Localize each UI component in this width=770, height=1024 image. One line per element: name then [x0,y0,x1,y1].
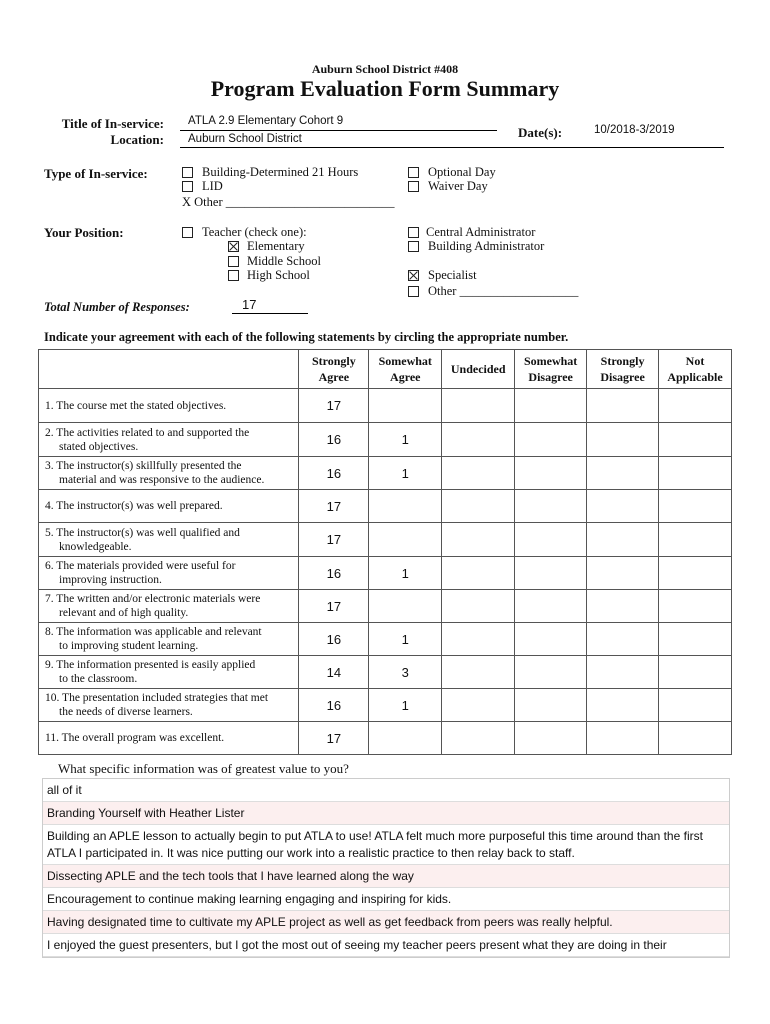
undecided-cell [442,656,515,689]
central-admin-option: Central Administrator [426,225,536,239]
undecided-cell [442,590,515,623]
other-position-option: Other ___________________ [428,284,579,298]
col-strongly-disagree: Strongly Disagree [587,350,659,389]
specialist-option: Specialist [428,268,477,282]
question-text: 7. The written and/or electronic materials were [45,593,261,605]
question-cell [39,689,299,722]
not-applicable-cell [659,389,732,423]
question-cell [39,557,299,590]
instructions: Indicate your agreement with each of the following statements by circling the appropriate number. [44,330,569,344]
strongly-disagree-cell [587,689,659,722]
question-text: 4. The instructor(s) was well prepared. [45,500,223,512]
specialist-checkbox[interactable] [408,270,419,281]
title-label: Title of In-service: [61,116,164,131]
table-row [39,457,732,490]
somewhat-disagree-cell [515,590,587,623]
undecided-cell [442,689,515,722]
question-cell [39,623,299,656]
col-somewhat-disagree: Somewhat Disagree [515,350,587,389]
answer-item: Branding Yourself with Heather Lister [43,802,729,825]
somewhat-agree-cell [369,590,442,623]
question-cell [39,490,299,523]
question-cell [39,590,299,623]
table-row [39,389,732,423]
question-text: 11. The overall program was excellent. [45,732,225,744]
question-text: 10. The presentation included strategies that met [45,692,269,704]
undecided-cell [442,557,515,590]
not-applicable-cell [659,457,732,490]
table-row [39,656,732,689]
not-applicable-cell [659,722,732,755]
answer-item: Encouragement to continue making learning engaging and inspiring for kids. [43,888,729,911]
somewhat-disagree-cell [515,389,587,423]
undecided-cell [442,623,515,656]
somewhat-agree-cell: 1 [369,623,442,656]
strongly-disagree-cell [587,656,659,689]
other-position-checkbox[interactable] [408,286,419,297]
location-underline [180,147,724,148]
lid-checkbox[interactable] [182,181,193,192]
page-title: Program Evaluation Form Summary [210,76,560,101]
title-value: ATLA 2.9 Elementary Cohort 9 [188,115,344,127]
somewhat-disagree-cell [515,689,587,722]
strongly-agree-cell: 17 [299,389,369,423]
teacher-option: Teacher (check one): [202,225,307,239]
somewhat-agree-cell [369,523,442,557]
question-text: 5. The instructor(s) was well qualified and [45,526,240,539]
somewhat-disagree-cell [515,656,587,689]
location-value: Auburn School District [188,133,302,145]
somewhat-agree-cell [369,389,442,423]
strongly-agree-cell: 17 [299,523,369,557]
strongly-agree-cell: 16 [299,457,369,490]
building-checkbox[interactable] [182,167,193,178]
table-row [39,490,732,523]
undecided-cell [442,523,515,557]
table-row [39,523,732,557]
col-strongly-agree: Strongly Agree [299,350,369,389]
not-applicable-cell [659,557,732,590]
responses-value: 17 [242,297,257,312]
somewhat-agree-cell [369,722,442,755]
undecided-cell [442,423,515,457]
question-text: 3. The instructor(s) skillfully presented the [45,460,242,472]
strongly-agree-cell: 16 [299,423,369,457]
building-option: Building-Determined 21 Hours [202,165,359,179]
col-somewhat-agree: Somewhat Agree [369,350,442,389]
inservice-type-label: Type of In-service: [44,166,148,181]
question-text-cont: stated objectives. [59,440,139,453]
question-text: 2. The activities related to and supported the [45,426,250,439]
optional-day-option: Optional Day [428,165,496,179]
title-underline [180,130,497,131]
building-admin-checkbox[interactable] [408,241,419,252]
question-text-cont: material and was responsive to the audience. [59,474,265,486]
question-text-cont: relevant and of high quality. [59,607,189,619]
somewhat-agree-cell: 1 [369,557,442,590]
answer-item: Building an APLE lesson to actually begin to put ATLA to use! ATLA felt much more purposeful this time around than the first ATLA I participated in. It was nice putting our work into a realistic practice to then relay back to staff. [43,825,729,865]
answers-list [42,778,730,958]
strongly-agree-cell: 17 [299,490,369,523]
answer-item: Dissecting APLE and the tech tools that I have learned along the way [43,865,729,888]
dates-value: 10/2018-3/2019 [594,124,675,136]
elementary-option: Elementary [247,239,305,253]
somewhat-agree-cell: 1 [369,689,442,722]
strongly-disagree-cell [587,423,659,457]
strongly-agree-cell: 16 [299,557,369,590]
question-text: 8. The information was applicable and relevant [45,626,262,638]
not-applicable-cell [659,623,732,656]
not-applicable-cell [659,490,732,523]
dates-label: Date(s): [518,125,563,140]
question-cell [39,423,299,457]
lid-option: LID [202,179,223,193]
question-text: 1. The course met the stated objectives. [45,399,227,412]
table-row [39,423,732,457]
location-label: Location: [110,132,164,147]
teacher-checkbox[interactable] [182,227,193,238]
question-text: 9. The information presented is easily applied [45,659,256,671]
strongly-disagree-cell [587,389,659,423]
table-row [39,590,732,623]
position-label: Your Position: [44,225,124,240]
question-text-cont: the needs of diverse learners. [59,706,193,718]
waiver-day-checkbox[interactable] [408,181,419,192]
question-text-cont: to the classroom. [59,673,138,685]
other-type-option: X Other ___________________________ [182,195,395,209]
not-applicable-cell [659,590,732,623]
col-not-applicable: Not Applicable [659,350,732,389]
strongly-disagree-cell [587,590,659,623]
somewhat-agree-cell: 1 [369,423,442,457]
not-applicable-cell [659,689,732,722]
question-cell [39,457,299,490]
strongly-agree-cell: 16 [299,689,369,722]
strongly-agree-cell: 17 [299,590,369,623]
somewhat-disagree-cell [515,523,587,557]
strongly-disagree-cell [587,557,659,590]
open-question: What specific information was of greatest value to you? [58,761,349,776]
strongly-disagree-cell [587,722,659,755]
strongly-disagree-cell [587,457,659,490]
somewhat-disagree-cell [515,490,587,523]
question-text-cont: to improving student learning. [59,640,199,652]
question-cell [39,523,299,557]
ratings-table [38,349,732,755]
strongly-agree-cell: 16 [299,623,369,656]
somewhat-agree-cell: 1 [369,457,442,490]
optional-day-checkbox[interactable] [408,167,419,178]
not-applicable-cell [659,523,732,557]
undecided-cell [442,490,515,523]
strongly-disagree-cell [587,623,659,656]
answer-item: Having designated time to cultivate my APLE project as well as get feedback from peers was really helpful. [43,911,729,934]
somewhat-disagree-cell [515,623,587,656]
not-applicable-cell [659,656,732,689]
question-text: 6. The materials provided were useful for [45,560,236,572]
answer-item: all of it [43,779,729,802]
table-row [39,689,732,722]
undecided-cell [442,457,515,490]
somewhat-disagree-cell [515,423,587,457]
central-admin-checkbox[interactable] [408,227,419,238]
strongly-agree-cell: 14 [299,656,369,689]
middle-school-checkbox[interactable] [228,256,239,267]
undecided-cell [442,389,515,423]
somewhat-agree-cell [369,490,442,523]
somewhat-disagree-cell [515,722,587,755]
question-text-cont: improving instruction. [59,574,162,586]
middle-school-option: Middle School [247,254,321,268]
building-admin-option: Building Administrator [428,239,545,253]
strongly-disagree-cell [587,523,659,557]
table-header-row [39,350,732,389]
waiver-day-option: Waiver Day [428,179,488,193]
high-school-option: High School [247,268,310,282]
district-name: Auburn School District #408 [311,62,459,76]
question-cell [39,389,299,423]
elementary-checkbox[interactable] [228,241,239,252]
not-applicable-cell [659,423,732,457]
responses-label: Total Number of Responses: [44,300,190,314]
table-row [39,557,732,590]
question-text-cont: knowledgeable. [59,540,132,553]
table-row [39,722,732,755]
somewhat-disagree-cell [515,557,587,590]
somewhat-disagree-cell [515,457,587,490]
somewhat-agree-cell: 3 [369,656,442,689]
undecided-cell [442,722,515,755]
question-cell [39,722,299,755]
answer-item: I enjoyed the guest presenters, but I got the most out of seeing my teacher peers present what they are doing in their [43,934,729,957]
question-column-header [39,350,299,389]
question-cell [39,656,299,689]
strongly-agree-cell: 17 [299,722,369,755]
responses-underline [232,313,308,314]
col-undecided: Undecided [442,350,515,389]
table-row [39,623,732,656]
high-school-checkbox[interactable] [228,270,239,281]
strongly-disagree-cell [587,490,659,523]
